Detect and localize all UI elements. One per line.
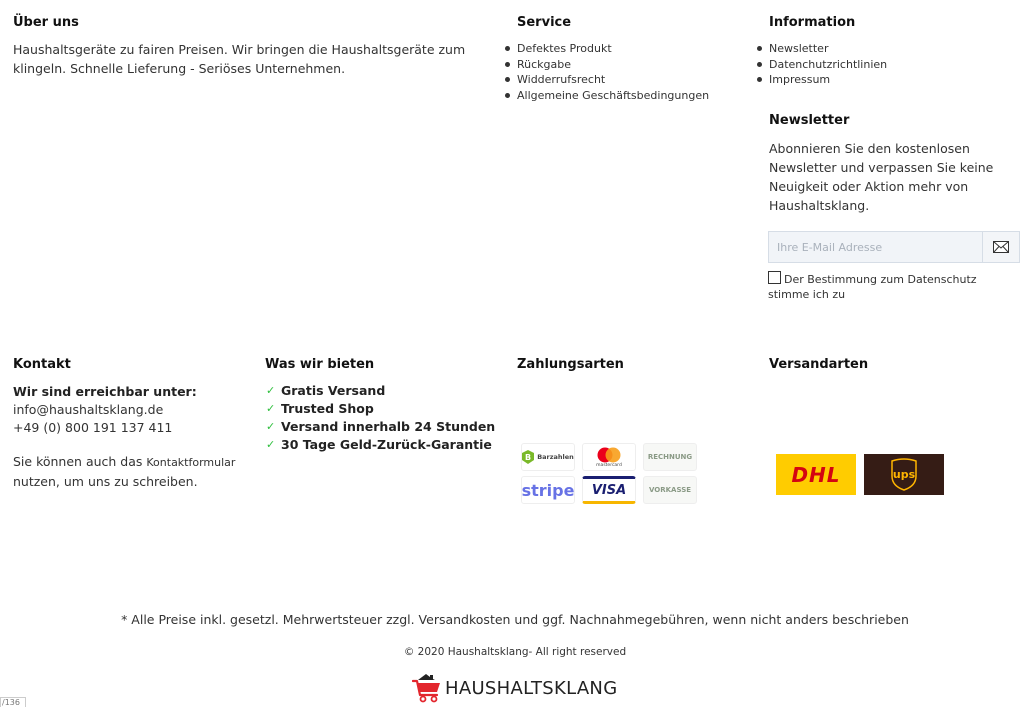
newsletter-heading: Newsletter bbox=[769, 113, 850, 128]
payment-heading: Zahlungsarten bbox=[517, 357, 624, 372]
contact-form-pre: Sie können auch das bbox=[13, 454, 143, 469]
page-counter: /136 bbox=[0, 697, 26, 707]
contact-form-link[interactable]: Kontaktformular bbox=[146, 456, 236, 469]
svg-text:B: B bbox=[525, 453, 532, 462]
payment-stripe: stripe bbox=[521, 476, 575, 504]
service-link-terms[interactable]: Allgemeine Geschäftsbedingungen bbox=[505, 88, 709, 104]
offer-heading: Was wir bieten bbox=[265, 357, 375, 372]
payment-prepayment: VORKASSE bbox=[643, 476, 697, 504]
service-link-return[interactable]: Rückgabe bbox=[505, 57, 709, 73]
newsletter-form bbox=[768, 231, 1020, 263]
offer-list bbox=[266, 382, 495, 454]
logo-text: HAUSHALTSKLANG bbox=[445, 677, 618, 699]
cart-logo-icon bbox=[412, 672, 442, 704]
payment-invoice: RECHNUNG bbox=[643, 443, 697, 471]
check-icon: ✓ bbox=[266, 420, 276, 433]
offer-item: ✓ Trusted Shop bbox=[266, 401, 374, 416]
info-link-privacy[interactable]: Datenchutzrichtlinien bbox=[757, 57, 887, 73]
check-icon: ✓ bbox=[266, 384, 276, 397]
newsletter-submit-button[interactable] bbox=[982, 232, 1019, 262]
service-heading: Service bbox=[517, 15, 572, 30]
contact-email[interactable]: info@haushaltsklang.de bbox=[13, 402, 164, 417]
service-links bbox=[505, 41, 709, 103]
shipping-ups: ups bbox=[864, 454, 944, 495]
contact-phone[interactable]: +49 (0) 800 191 137 411 bbox=[13, 420, 173, 435]
about-text: Haushaltsgeräte zu fairen Preisen. Wir bringen die Haushaltsgeräte zum klingeln. Schnelle Lieferung - Seriöses Unternehmen. bbox=[13, 42, 466, 76]
envelope-icon bbox=[993, 241, 1009, 253]
offer-item: ✓ Versand innerhalb 24 Stunden bbox=[266, 419, 496, 434]
information-heading: Information bbox=[769, 15, 856, 30]
info-link-newsletter[interactable]: Newsletter bbox=[757, 41, 887, 57]
contact-reach: Wir sind erreichbar unter: bbox=[13, 384, 197, 399]
shipping-dhl: DHL bbox=[776, 454, 856, 495]
service-link-withdrawal[interactable]: Widderrufsrecht bbox=[505, 72, 709, 88]
mastercard-icon bbox=[596, 447, 622, 463]
check-icon: ✓ bbox=[266, 438, 276, 451]
contact-form-text bbox=[13, 452, 253, 491]
newsletter-text: Abonnieren Sie den kostenlosen Newsletter und verpassen Sie keine Neuigkeit oder Aktion mehr von Haushaltsklang. bbox=[769, 141, 994, 213]
payment-mastercard: mastercard bbox=[582, 443, 636, 471]
barzahlen-icon bbox=[522, 450, 534, 464]
check-icon: ✓ bbox=[266, 402, 276, 415]
copyright: © 2020 Haushaltsklang- All right reserved bbox=[403, 646, 627, 658]
site-logo[interactable] bbox=[412, 672, 617, 704]
payment-visa: VISA bbox=[582, 476, 636, 504]
information-links bbox=[757, 41, 887, 88]
privacy-consent-label: Der Bestimmung zum Datenschutz stimme ich zu bbox=[768, 273, 977, 301]
offer-item: ✓ Gratis Versand bbox=[266, 383, 386, 398]
payment-barzahlen: B Barzahlen bbox=[521, 443, 575, 471]
info-link-imprint[interactable]: Impressum bbox=[757, 72, 887, 88]
about-heading: Über uns bbox=[13, 15, 79, 30]
service-link-defective[interactable]: Defektes Produkt bbox=[505, 41, 709, 57]
offer-item: ✓ 30 Tage Geld-Zurück-Garantie bbox=[266, 437, 492, 452]
shipping-heading: Versandarten bbox=[769, 357, 869, 372]
newsletter-email-input[interactable] bbox=[769, 232, 982, 262]
price-footnote: * Alle Preise inkl. gesetzl. Mehrwertsteuer zzgl. Versandkosten und ggf. Nachnahmegebühren, wenn nicht anders beschrieben bbox=[121, 612, 909, 627]
contact-form-post: nutzen, um uns zu schreiben. bbox=[13, 474, 198, 489]
contact-heading: Kontakt bbox=[13, 357, 71, 372]
